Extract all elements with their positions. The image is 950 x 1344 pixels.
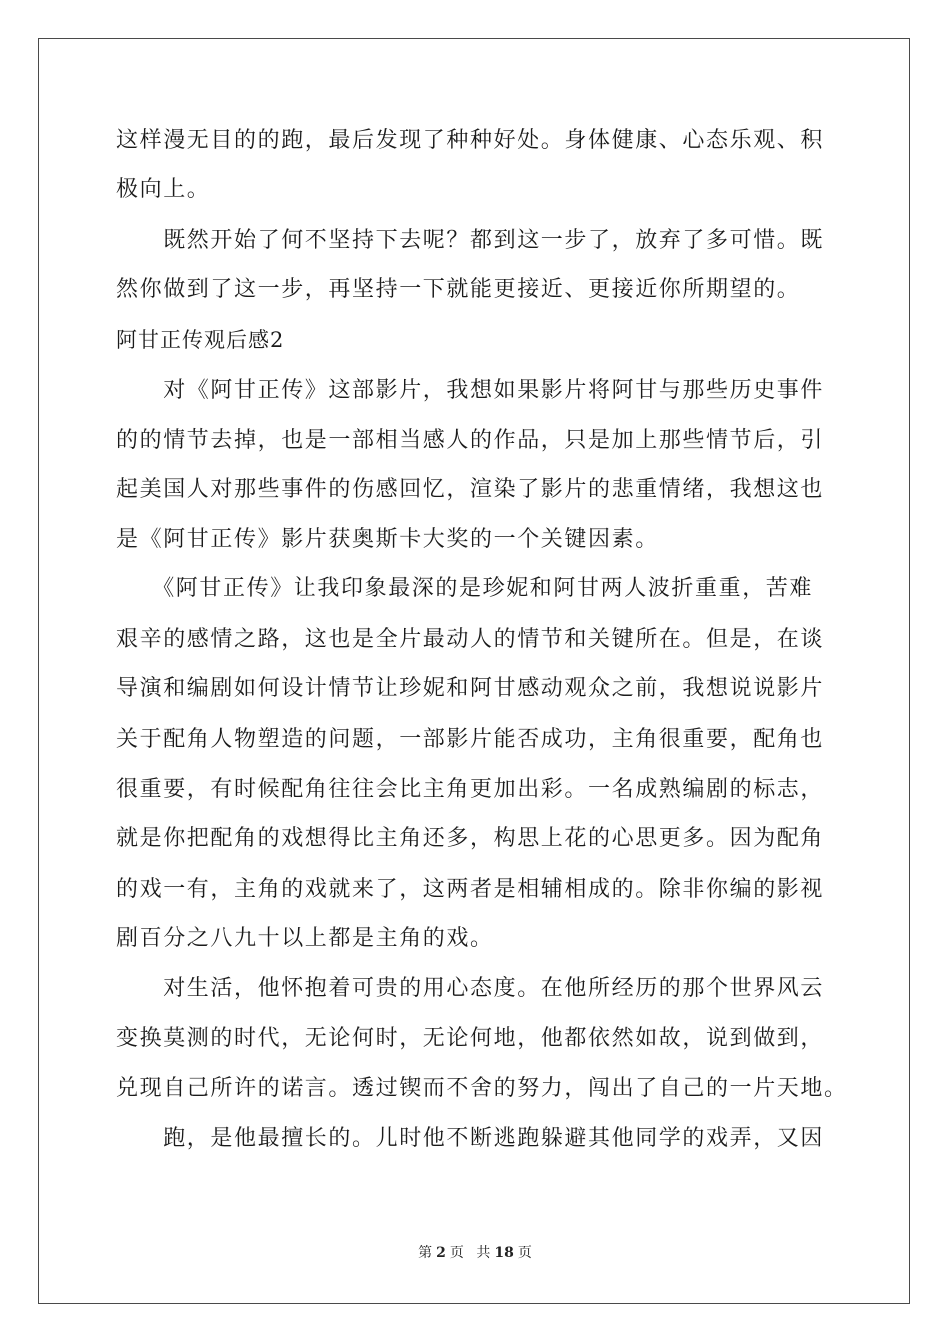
text-line: 兑现自己所许的诺言。透过锲而不舍的努力，闯出了自己的一片天地。 xyxy=(116,1076,848,1101)
text-line: 对《阿甘正传》这部影片，我想如果影片将阿甘与那些历史事件 xyxy=(116,378,825,403)
text-line: 既然开始了何不坚持下去呢？都到这一步了，放弃了多可惜。既 xyxy=(116,228,825,253)
text-line: 跑，是他最擅长的。儿时他不断逃跑躲避其他同学的戏弄，又因 xyxy=(116,1126,825,1151)
page-footer xyxy=(0,1244,950,1262)
text-line: 就是你把配角的戏想得比主角还多，构思上花的心思更多。因为配角 xyxy=(116,826,825,851)
text-line: 极向上。 xyxy=(116,177,211,202)
text-line: 的戏一有，主角的戏就来了，这两者是相辅相成的。除非你编的影视 xyxy=(116,877,825,902)
total-pages: 18 xyxy=(494,1245,514,1261)
page-number xyxy=(416,1245,466,1261)
total-unit: 页 xyxy=(517,1245,532,1261)
page-unit: 页 xyxy=(449,1245,464,1261)
text-line: 《阿甘正传》让我印象最深的是珍妮和阿甘两人波折重重，苦难 xyxy=(116,576,814,601)
text-line: 很重要，有时候配角往往会比主角更加出彩。一名成熟编剧的标志， xyxy=(116,777,825,802)
text-line: 关于配角人物塑造的问题，一部影片能否成功，主角很重要，配角也 xyxy=(116,727,825,752)
text-line: 是《阿甘正传》影片获奥斯卡大奖的一个关键因素。 xyxy=(116,527,659,552)
section-heading: 阿甘正传观后感2 xyxy=(116,328,285,352)
current-page: 2 xyxy=(436,1245,446,1261)
text-line: 起美国人对那些事件的伤感回忆，渲染了影片的悲重情绪，我想这也 xyxy=(116,477,825,502)
text-line: 这样漫无目的的跑，最后发现了种种好处。身体健康、心态乐观、积 xyxy=(116,128,825,153)
text-line: 对生活，他怀抱着可贵的用心态度。在他所经历的那个世界风云 xyxy=(116,976,825,1001)
page-prefix: 第 xyxy=(418,1245,433,1261)
text-line: 的的情节去掉，也是一部相当感人的作品，只是加上那些情节后，引 xyxy=(116,428,825,453)
text-line: 导演和编剧如何设计情节让珍妮和阿甘感动观众之前，我想说说影片 xyxy=(116,676,825,701)
text-line: 剧百分之八九十以上都是主角的戏。 xyxy=(116,926,494,951)
text-line: 变换莫测的时代，无论何时，无论何地，他都依然如故，说到做到， xyxy=(116,1026,825,1051)
text-line: 然你做到了这一步，再坚持一下就能更接近、更接近你所期望的。 xyxy=(116,277,801,302)
text-line: 艰辛的感情之路，这也是全片最动人的情节和关键所在。但是，在谈 xyxy=(116,627,825,652)
total-prefix: 共 xyxy=(476,1245,491,1261)
page-total xyxy=(474,1245,533,1261)
